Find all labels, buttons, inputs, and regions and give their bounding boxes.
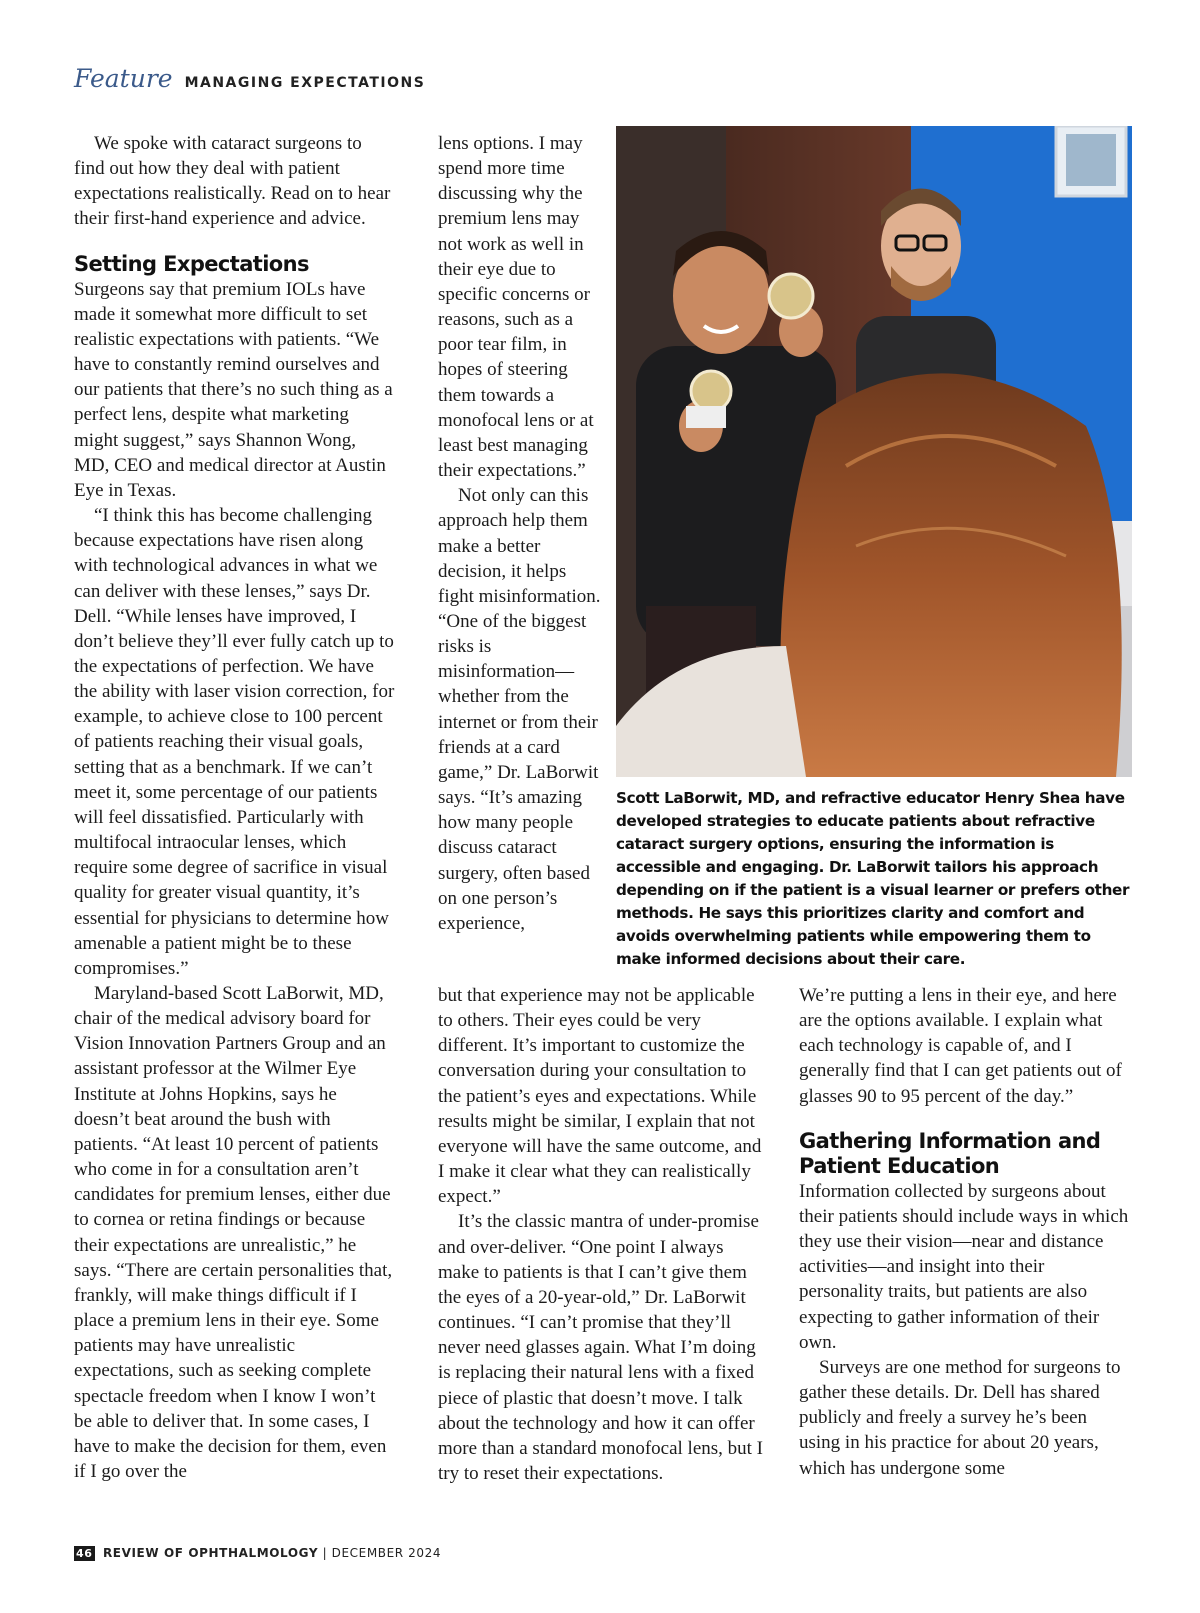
- section-heading-setting-expectations: Setting Expectations: [74, 251, 309, 276]
- article-column-2-upper: [438, 131, 603, 936]
- body-paragraph: Not only can this approach help them make a better decision, it helps fight misinformation. “One of the biggest risks is misinformation—whether from the internet or from their friends at a card game,” Dr. LaBorwit says. “It’s amazing how many people discuss cataract surgery, often based on one person’s experience,: [438, 485, 601, 934]
- body-paragraph: Maryland-based Scott LaBorwit, MD, chair of the medical advisory board for Vision Innovation Partners Group and an assistant professor at the Wilmer Eye Institute at Johns Hopkins, says he doesn’t beat around the bush with patients. “At least 10 percent of patients who come in for a consultation aren’t candidates for premium lenses, either due to cornea or retina findings or because their expectations are unrealistic,” he says. “There are certain personalities that, frankly, will make things difficult if I place a premium lens in their eye. Some patients may have unrealistic expectations, such as seeking complete spectacle freedom when I know I won’t be able to deliver that. In some cases, I have to make the decision for them, even if I go over the: [74, 983, 393, 1482]
- body-paragraph: We’re putting a lens in their eye, and here are the options available. I explain what each technology is capable of, and I generally find that I can get patients out of glasses 90 to 95 percent of the day.”: [799, 985, 1122, 1107]
- body-paragraph: Surveys are one method for surgeons to gather these details. Dr. Dell has shared publicly and freely a survey he’s been using in his practice for about 20 years, which has undergone some: [799, 1356, 1121, 1479]
- issue-date: DECEMBER 2024: [331, 1546, 442, 1560]
- article-photo: [616, 126, 1132, 777]
- body-paragraph: Surgeons say that premium IOLs have made it somewhat more difficult to set realistic expectations with patients. “We have to constantly remind ourselves and our patients that there’s no such thing as a perfect lens, despite what marketing might suggest,” says Shannon Wong, MD, CEO and medical director at Austin Eye in Texas.: [74, 278, 393, 501]
- article-column-3: [799, 983, 1129, 1481]
- photo-illustration: [616, 126, 1132, 777]
- body-paragraph: It’s the classic mantra of under-promise and over-deliver. “One point I always make to patients is that I can’t give them the eyes of a 20-year-old,” Dr. LaBorwit continues. “I can’t promise that they’ll never need glasses again. What I’m doing is replacing their natural lens with a fixed piece of plastic that doesn’t move. I talk about the technology and how it can offer more than a standard monofocal lens, but I try to reset their expectations.: [438, 1211, 764, 1484]
- feature-label: Feature: [74, 64, 173, 93]
- body-paragraph: but that experience may not be applicable to others. Their eyes could be very different. It’s important to customize the conversation during your consultation to the patient’s eyes and expectations. While results might be similar, I explain that not everyone will have the same outcome, and I make it clear what they can realistically expect.”: [438, 985, 762, 1208]
- photo-caption: Scott LaBorwit, MD, and refractive educator Henry Shea have developed strategies to educate patients about refractive cataract surgery options, ensuring the information is accessible and engaging. Dr. LaBorwit tailors his approach depending on if the patient is a visual learner or prefers other methods. He says this prioritizes clarity and comfort and avoids overwhelming patients while empowering them to make informed decisions about their care.: [616, 789, 1130, 968]
- body-paragraph: lens options. I may spend more time discussing why the premium lens may not work as well in their eye due to specific concerns or reasons, such as a poor tear film, in hopes of steering them towards a monofocal lens or at least best managing their expectations.”: [438, 133, 594, 482]
- publication-name: REVIEW OF OPHTHALMOLOGY: [102, 1546, 319, 1560]
- section-heading-gathering-information: Gathering Information and Patient Education: [799, 1128, 1101, 1178]
- page-number: 46: [76, 1547, 93, 1560]
- intro-paragraph: We spoke with cataract surgeons to find out how they deal with patient expectations realistically. Read on to hear their first-hand experience and advice.: [74, 133, 391, 230]
- page-footer: [74, 1546, 441, 1561]
- body-paragraph: “I think this has become challenging because expectations have risen along with technological advances in what we can deliver with these lenses,” says Dr. Dell. “While lenses have improved, I don’t believe they’ll ever fully catch up to the expectations of perfection. We have the ability with laser vision correction, for example, to achieve close to 100 percent of patients reaching their visual goals, setting that as a benchmark. If we can’t meet it, some percentage of our patients will feel dissatisfied. Particularly with multifocal intraocular lenses, which require some degree of sacrifice in visual quality for greater visual quantity, it’s essential for physicians to determine how amenable a patient might be to these compromises.”: [74, 505, 395, 979]
- article-column-1: [74, 131, 396, 1484]
- article-column-2-lower: [438, 983, 768, 1486]
- section-label: MANAGING EXPECTATIONS: [184, 75, 426, 91]
- body-paragraph: Information collected by surgeons about their patients should include ways in which they use their vision—near and distance activities—and insight into their personality traits, but patients are also expecting to gather information of their own.: [799, 1180, 1129, 1353]
- page-header: [74, 64, 425, 98]
- footer-separator: |: [322, 1546, 328, 1560]
